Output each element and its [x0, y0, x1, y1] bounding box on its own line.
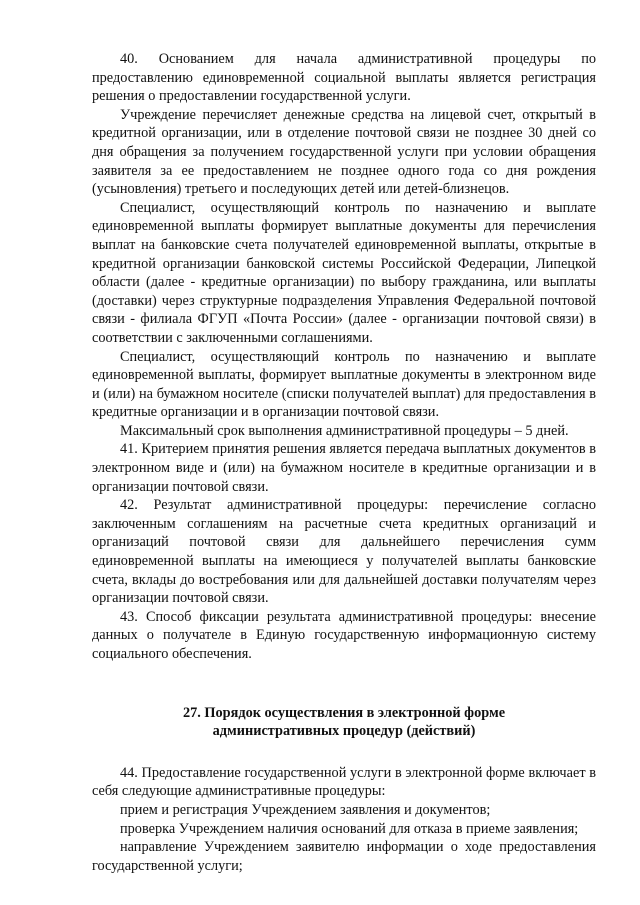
paragraph-specialist-electronic-docs: Специалист, осуществляющий контроль по назначению и выплате единовременной выплаты, формирует выплатные документы в электронном виде и (или) на бумажном носителе (списки получателей выплат) для предоставления в кредитные организации и в организации почтовой связи.: [92, 348, 596, 421]
paragraph-44: 44. Предоставление государственной услуги в электронной форме включает в себя следующие административные процедуры:: [92, 764, 596, 800]
section-heading-line-1: 27. Порядок осуществления в электронной форме: [182, 704, 506, 721]
list-item-notify-applicant: направление Учреждением заявителю информации о ходе предоставления государственной услуги;: [92, 839, 596, 874]
paragraph-42: 42. Результат административной процедуры: перечисление согласно заключенным соглашениям на расчетные счета кредитных организаций и организаций почтовой связи для дальнейшего перечисления сумм единовременной выплаты на имеющиеся у получателей выплаты банковские счета, вклады до востребования или для дальнейшей доставки получателям через организации почтовой связи.: [92, 497, 596, 607]
list-item-check-grounds: проверка Учреждением наличия оснований для отказа в приеме заявления;: [120, 820, 579, 837]
section-heading-line-2: административных процедур (действий): [212, 723, 476, 740]
section-heading: [92, 704, 596, 741]
paragraph-transfer-funds: Учреждение перечисляет денежные средства на лицевой счет, открытый в кредитной организации, или в отделение почтовой связи не позднее 30 дней со дня обращения за получением государственной услуги при условии обращения заявителя за ее предоставлением не позднее одного года со дня рождения (усыновления) третьего и последующих детей или детей-близнецов.: [92, 106, 596, 198]
paragraph-specialist-payment-docs: Специалист, осуществляющий контроль по назначению и выплате единовременной выплаты формирует выплатные документы для перечисления выплат на банковские счета получателей единовременной выплаты, открытые в кредитной организации банковской системы Российской Федерации, Липецкой области (далее - кредитные организации) по выбору гражданина, или выплаты (доставки) через структурные подразделения Управления Федеральной почтовой связи - филиала ФГУП «Почта России» (далее - организации почтовой связи) в соответствии с заключенными соглашениями.: [92, 199, 596, 346]
list-item-reception: прием и регистрация Учреждением заявления и документов;: [120, 801, 491, 818]
paragraph-41: 41. Критерием принятия решения является передача выплатных документов в электронном виде и (или) на бумажном носителе в кредитные организации и в организации почтовой связи.: [92, 441, 596, 495]
paragraph-43: 43. Способ фиксации результата административной процедуры: внесение данных о получателе в Единую государственную информационную систему социального обеспечения.: [92, 608, 596, 662]
paragraph-40: 40. Основанием для начала административной процедуры по предоставлению единовременной социальной выплаты является регистрация решения о предоставлении государственной услуги.: [92, 51, 596, 105]
paragraph-max-duration: Максимальный срок выполнения административной процедуры – 5 дней.: [120, 422, 569, 439]
document-page: [92, 50, 596, 875]
